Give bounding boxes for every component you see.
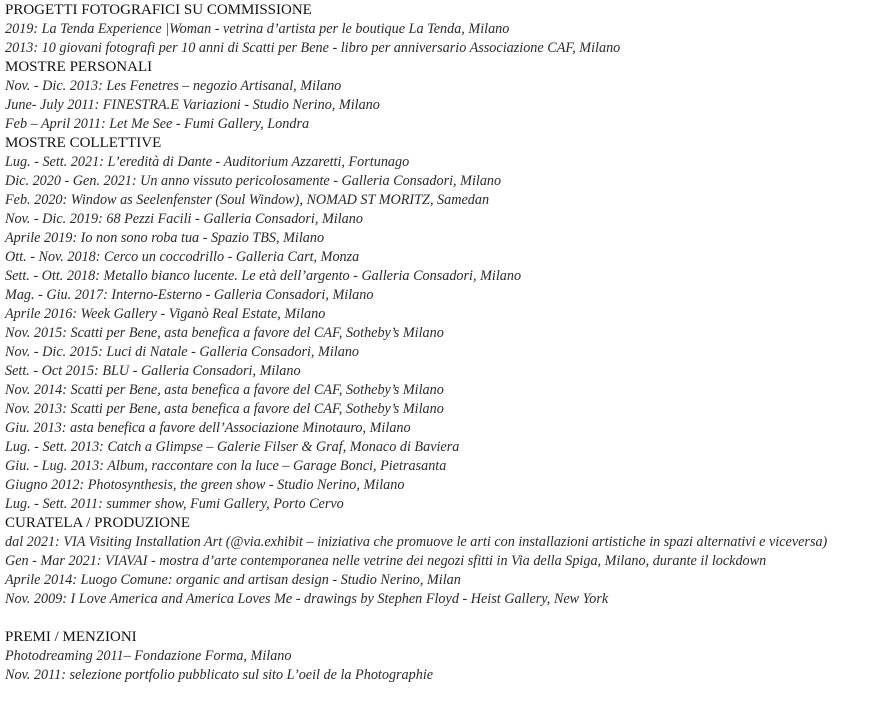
list-item: Nov. 2014: Scatti per Bene, asta benefica a favore del CAF, Sotheby’s Milano (5, 382, 444, 398)
list-item: Nov. - Dic. 2013: Les Fenetres – negozio Artisanal, Milano (5, 78, 342, 94)
spacer (5, 609, 861, 628)
list-item: Dic. 2020 - Gen. 2021: Un anno vissuto pericolosamente - Galleria Consadori, Milano (5, 173, 502, 189)
list-item: 2019: La Tenda Experience |Woman - vetrina d’artista per le boutique La Tenda, Milano (5, 21, 510, 37)
list-item: Nov. - Dic. 2015: Luci di Natale - Galleria Consadori, Milano (5, 344, 360, 360)
list-item: Nov. 2011: selezione portfolio pubblicato sul sito L’oeil de la Photographie (5, 667, 434, 683)
list-item: Nov. 2015: Scatti per Bene, asta benefica a favore del CAF, Sotheby’s Milano (5, 325, 444, 341)
list-item: Mag. - Giu. 2017: Interno-Esterno - Galleria Consadori, Milano (5, 287, 374, 303)
list-item: June- July 2011: FINESTRA.E Variazioni - Studio Nerino, Milano (5, 97, 380, 113)
list-item: dal 2021: VIA Visiting Installation Art (@via.exhibit – iniziativa che promuove le arti con installazioni artistiche in spazi alternativi e viceversa) (5, 534, 828, 550)
list-item: Aprile 2016: Week Gallery - Viganò Real Estate, Milano (5, 306, 326, 322)
list-item: Feb – April 2011: Let Me See - Fumi Gallery, Londra (5, 116, 310, 132)
section-heading: MOSTRE COLLETTIVE (5, 135, 162, 151)
list-item: Gen - Mar 2021: VIAVAI - mostra d’arte contemporanea nelle vetrine dei negozi sfitti in Via della Spiga, Milano, durante il lockdown (5, 553, 767, 569)
list-item: Ott. - Nov. 2018: Cerco un coccodrillo - Galleria Cart, Monza (5, 249, 360, 265)
list-item: Feb. 2020: Window as Seelenfenster (Soul Window), NOMAD ST MORITZ, Samedan (5, 192, 490, 208)
section-curation-production (5, 514, 861, 609)
list-item: Giugno 2012: Photosynthesis, the green show - Studio Nerino, Milano (5, 477, 405, 493)
section-heading: CURATELA / PRODUZIONE (5, 515, 191, 531)
list-item: Nov. 2009: I Love America and America Loves Me - drawings by Stephen Floyd - Heist Gallery, New York (5, 591, 609, 607)
list-item: Lug. - Sett. 2013: Catch a Glimpse – Galerie Filser & Graf, Monaco di Baviera (5, 439, 460, 455)
section-heading: PREMI / MENZIONI (5, 629, 137, 645)
list-item: Aprile 2014: Luogo Comune: organic and artisan design - Studio Nerino, Milan (5, 572, 461, 588)
list-item: Nov. - Dic. 2019: 68 Pezzi Facili - Galleria Consadori, Milano (5, 211, 363, 227)
list-item: Giu. - Lug. 2013: Album, raccontare con la luce – Garage Bonci, Pietrasanta (5, 458, 447, 474)
list-item: Sett. - Ott. 2018: Metallo bianco lucente. Le età dell’argento - Galleria Consadori, Milano (5, 268, 522, 284)
list-item: Nov. 2013: Scatti per Bene, asta benefica a favore del CAF, Sotheby’s Milano (5, 401, 444, 417)
section-commissioned-projects (5, 1, 861, 58)
list-item: Photodreaming 2011– Fondazione Forma, Milano (5, 648, 292, 664)
list-item: 2013: 10 giovani fotografi per 10 anni di Scatti per Bene - libro per anniversario Associazione CAF, Milano (5, 40, 621, 56)
section-awards-mentions (5, 628, 861, 685)
section-heading: MOSTRE PERSONALI (5, 59, 153, 75)
list-item: Aprile 2019: Io non sono roba tua - Spazio TBS, Milano (5, 230, 325, 246)
section-solo-exhibitions (5, 58, 861, 134)
section-heading: PROGETTI FOTOGRAFICI SU COMMISSIONE (5, 2, 312, 18)
section-group-exhibitions (5, 134, 861, 514)
list-item: Lug. - Sett. 2021: L’eredità di Dante - Auditorium Azzaretti, Fortunago (5, 154, 410, 170)
list-item: Sett. - Oct 2015: BLU - Galleria Consadori, Milano (5, 363, 301, 379)
list-item: Lug. - Sett. 2011: summer show, Fumi Gallery, Porto Cervo (5, 496, 344, 512)
list-item: Giu. 2013: asta benefica a favore dell’Associazione Minotauro, Milano (5, 420, 411, 436)
